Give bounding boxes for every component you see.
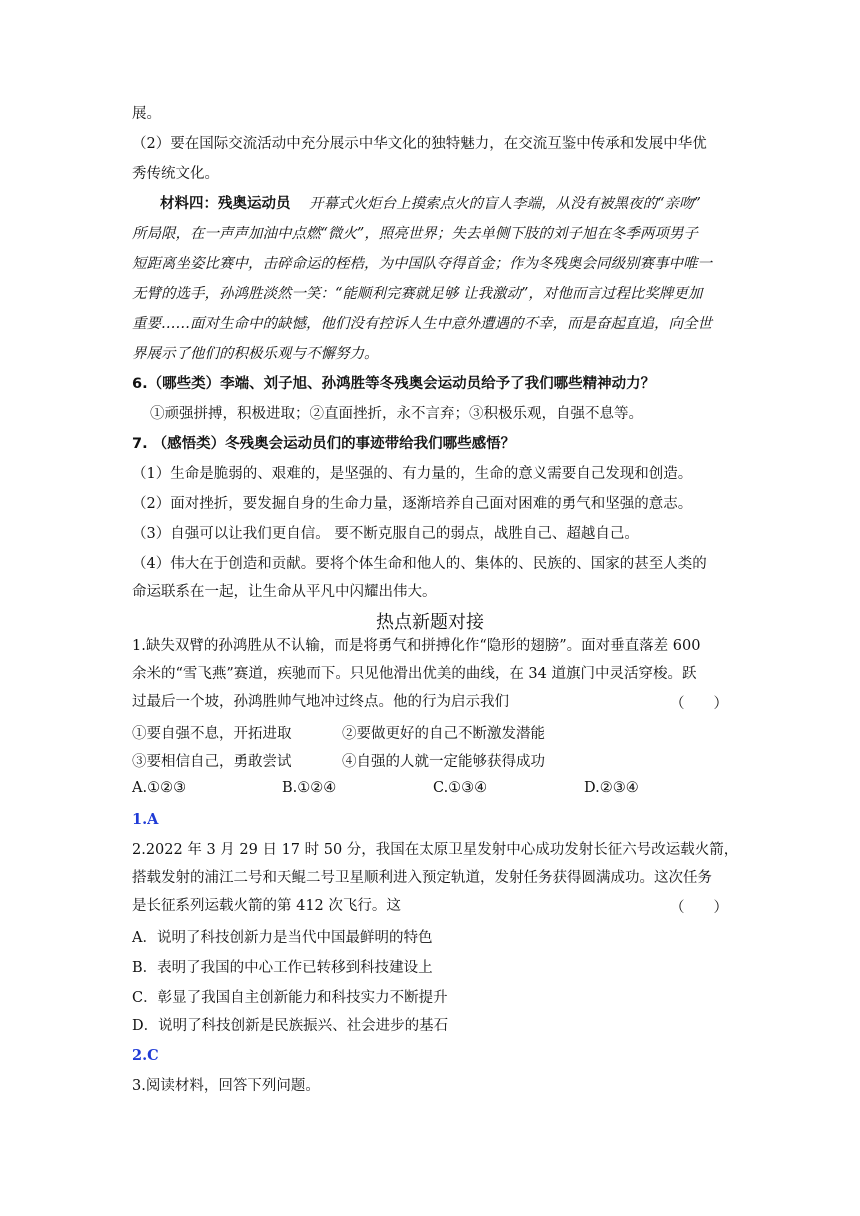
material4-text: 开幕式火炬台上摸索点火的盲人李端，从没有被黑夜的“亲吻” xyxy=(309,196,701,212)
material4-line: 无臂的选手，孙鸿胜淡然一笑：“能顺利完赛就足够 让我激动”，对他而言过程比奖牌更加 xyxy=(132,286,703,302)
answer-7-line: （2）面对挫折，要发掘自身的生命力量，逐渐培养自己面对困难的勇气和坚强的意志。 xyxy=(132,496,693,512)
problem-2-line: 搭载发射的浦江二号和天鲲二号卫星顺利进入预定轨道，发射任务获得圆满成功。这次任务 xyxy=(132,870,712,886)
text-line: 展。 xyxy=(132,106,161,122)
material4-line: 所局限，在一声声加油中点燃“微火”，照亮世界；失去单侧下肢的刘子旭在冬季两项男子 xyxy=(132,226,698,242)
answer-parentheses: （ ） xyxy=(670,696,728,712)
statement-4: ④自强的人就一定能够获得成功 xyxy=(342,754,545,770)
question-7: 7. （感悟类）冬残奥会运动员们的事迹带给我们哪些感悟？ xyxy=(132,436,516,452)
problem-2-line: 是长征系列运载火箭的第 412 次飞行。这 xyxy=(132,898,401,914)
option-b: B.①②④ xyxy=(282,780,337,796)
option-b: B．表明了我国的中心工作已转移到科技建设上 xyxy=(132,960,433,976)
answer-parentheses: （ ） xyxy=(670,900,728,916)
problem-1-line: 1.缺失双臂的孙鸿胜从不认输，而是将勇气和拼搏化作“隐形的翅膀”。面对垂直落差 600 xyxy=(132,638,701,654)
option-a: A.①②③ xyxy=(132,780,187,796)
material4-line: 短距离坐姿比赛中，击碎命运的桎梏，为中国队夺得首金；作为冬残奥会同级别赛事中唯一 xyxy=(132,256,712,272)
material4-heading: 材料四：残奥运动员 xyxy=(160,196,291,212)
answer-7-line: （1）生命是脆弱的、艰难的，是坚强的、有力量的，生命的意义需要自己发现和创造。 xyxy=(132,466,693,482)
option-a: A．说明了科技创新力是当代中国最鲜明的特色 xyxy=(132,930,433,946)
option-c: C．彰显了我国自主创新能力和科技实力不断提升 xyxy=(132,990,448,1006)
question-6: 6.（哪些类）李端、刘子旭、孙鸿胜等冬残奥会运动员给予了我们哪些精神动力？ xyxy=(132,376,656,392)
problem-1-line: 余米的“雪飞燕”赛道，疾驰而下。只见他滑出优美的曲线，在 34 道旗门中灵活穿梭。跃 xyxy=(132,666,697,682)
answer-7-line: （4）伟大在于创造和贡献。要将个体生命和他人的、集体的、民族的、国家的甚至人类的 xyxy=(132,556,707,572)
material4-line-1 xyxy=(160,194,701,214)
material4-line: 界展示了他们的积极乐观与不懈努力。 xyxy=(132,346,379,362)
answer-key-1: 1.A xyxy=(132,811,159,828)
text-line: 秀传统文化。 xyxy=(132,166,219,182)
statement-2: ②要做更好的自己不断激发潜能 xyxy=(342,726,545,742)
problem-3: 3.阅读材料，回答下列问题。 xyxy=(132,1078,320,1094)
option-d: D．说明了科技创新是民族振兴、社会进步的基石 xyxy=(132,1018,449,1034)
answer-key-2: 2.C xyxy=(132,1047,159,1064)
text-line: （2）要在国际交流活动中充分展示中华文化的独特魅力，在交流互鉴中传承和发展中华优 xyxy=(132,136,707,152)
answer-7-line: 命运联系在一起，让生命从平凡中闪耀出伟大。 xyxy=(132,584,437,600)
statement-3: ③要相信自己，勇敢尝试 xyxy=(132,754,292,770)
answer-7-line: （3）自强可以让我们更自信。 要不断克服自己的弱点，战胜自己、超越自己。 xyxy=(132,526,639,542)
section-title: 热点新题对接 xyxy=(376,612,484,633)
problem-2-line: 2.2022 年 3 月 29 日 17 时 50 分，我国在太原卫星发射中心成功发射长征六号改运载火箭， xyxy=(132,842,739,858)
material4-line: 重要……面对生命中的缺憾，他们没有控诉人生中意外遭遇的不幸，而是奋起直追，向全世 xyxy=(132,316,712,332)
problem-1-line: 过最后一个坡，孙鸿胜帅气地冲过终点。他的行为启示我们 xyxy=(132,694,509,710)
option-c: C.①③④ xyxy=(433,780,488,796)
answer-6: ①顽强拼搏，积极进取；②直面挫折，永不言弃；③积极乐观，自强不息等。 xyxy=(150,406,643,422)
option-d: D.②③④ xyxy=(584,780,639,796)
statement-1: ①要自强不息，开拓进取 xyxy=(132,726,292,742)
